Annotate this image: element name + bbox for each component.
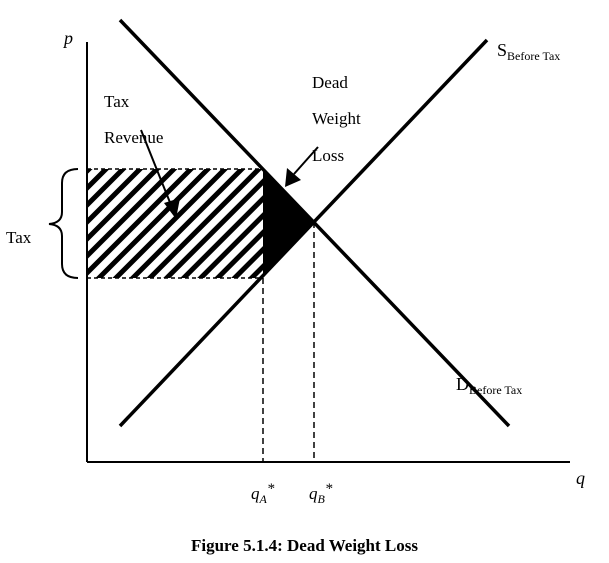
qb-label-main: q: [309, 484, 318, 503]
tax-brace: [49, 169, 78, 278]
tax-revenue-area: [87, 169, 263, 278]
figure-caption: Figure 5.1.4: Dead Weight Loss: [191, 536, 418, 555]
qb-label-suffix: *: [324, 481, 333, 497]
demand-label-subscript: Before Tax: [469, 383, 523, 397]
dwl-label-line-3: Loss: [312, 146, 345, 165]
demand-label: [456, 374, 522, 397]
dwl-arrowhead: [285, 168, 301, 187]
demand-label-main: D: [456, 374, 469, 394]
qb-label-subscript: B: [317, 492, 325, 506]
dwl-label-line-1: Dead: [312, 73, 348, 92]
qa-label-subscript: A: [259, 492, 267, 506]
qa-label: [251, 481, 275, 506]
supply-label-subscript: Before Tax: [507, 49, 561, 63]
dwl-label-line-2: Weight: [312, 109, 361, 128]
tax-label: Tax: [6, 228, 32, 247]
y-axis-label: p: [64, 28, 73, 48]
supply-label: [497, 40, 560, 63]
tax-revenue-label-line-2: Revenue: [104, 128, 164, 147]
x-axis-label: q: [576, 468, 585, 488]
tax-revenue-label-line-1: Tax: [104, 92, 130, 111]
supply-label-main: S: [497, 40, 508, 60]
qa-label-main: q: [251, 484, 260, 503]
qa-label-suffix: *: [266, 481, 275, 497]
qb-label: [309, 481, 333, 506]
